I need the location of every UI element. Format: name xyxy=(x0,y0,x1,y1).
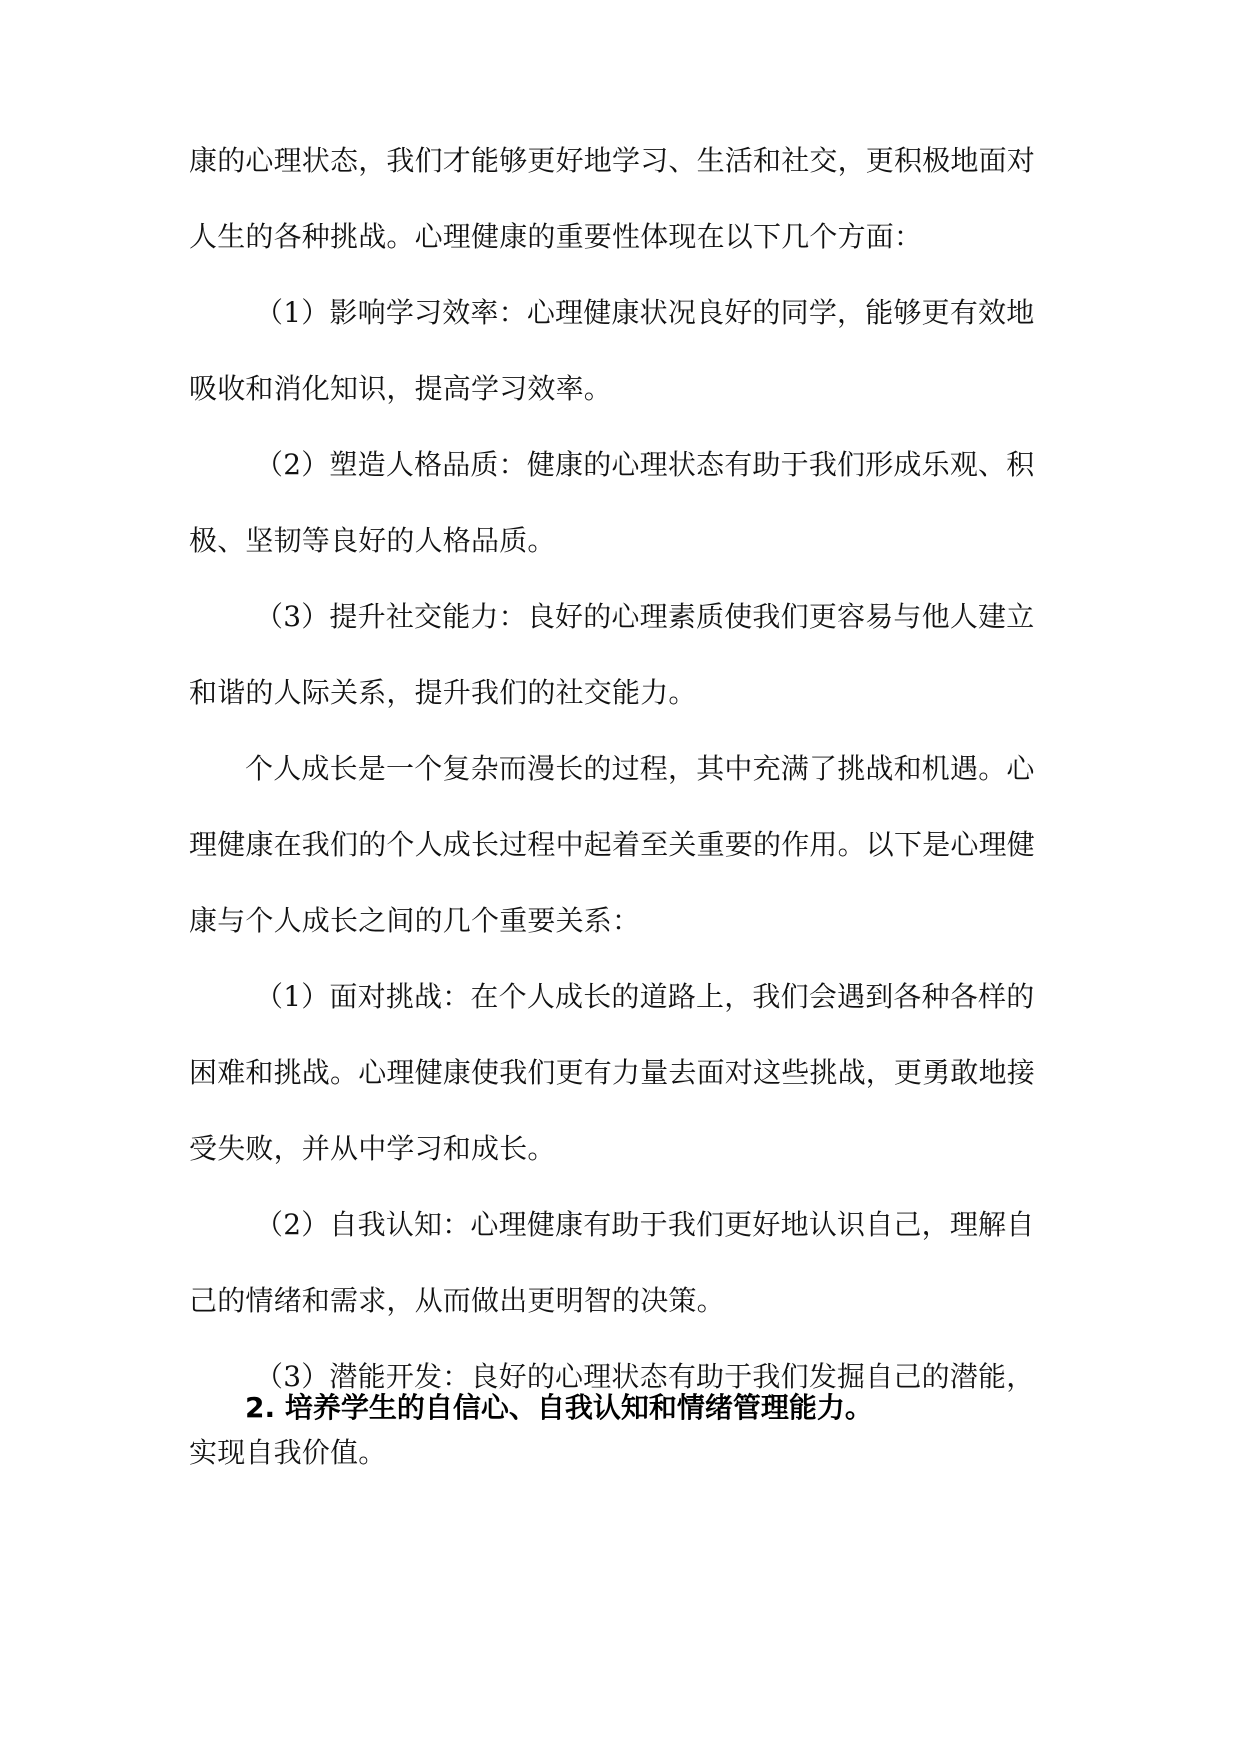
document-body xyxy=(189,123,1059,1491)
list-item-face-challenges: （1）面对挑战：在个人成长的道路上，我们会遇到各种各样的困难和挑战。心理健康使我们更有力量去面对这些挑战，更勇敢地接受失败，并从中学习和成长。 xyxy=(189,980,1036,1165)
section-heading: 2. 培养学生的自信心、自我认知和情绪管理能力。 xyxy=(245,1391,873,1424)
list-item-self-awareness: （2）自我认知：心理健康有助于我们更好地认识自己，理解自己的情绪和需求，从而做出更明智的决策。 xyxy=(189,1208,1035,1317)
paragraph-intro-continuation: 康的心理状态，我们才能够更好地学习、生活和社交，更积极地面对人生的各种挑战。心理健康的重要性体现在以下几个方面： xyxy=(189,144,1036,253)
list-item-learning-efficiency: （1）影响学习效率：心理健康状况良好的同学，能够更有效地吸收和消化知识，提高学习效率。 xyxy=(189,296,1035,405)
paragraph-personal-growth: 个人成长是一个复杂而漫长的过程，其中充满了挑战和机遇。心理健康在我们的个人成长过程中起着至关重要的作用。以下是心理健康与个人成长之间的几个重要关系： xyxy=(189,752,1036,937)
list-item-social-ability: （3）提升社交能力：良好的心理素质使我们更容易与他人建立和谐的人际关系，提升我们的社交能力。 xyxy=(189,600,1035,709)
list-item-personality: （2）塑造人格品质：健康的心理状态有助于我们形成乐观、积极、坚韧等良好的人格品质。 xyxy=(189,448,1035,557)
list-item-potential: （3）潜能开发：良好的心理状态有助于我们发掘自己的潜能，实现自我价值。 xyxy=(189,1360,1035,1469)
